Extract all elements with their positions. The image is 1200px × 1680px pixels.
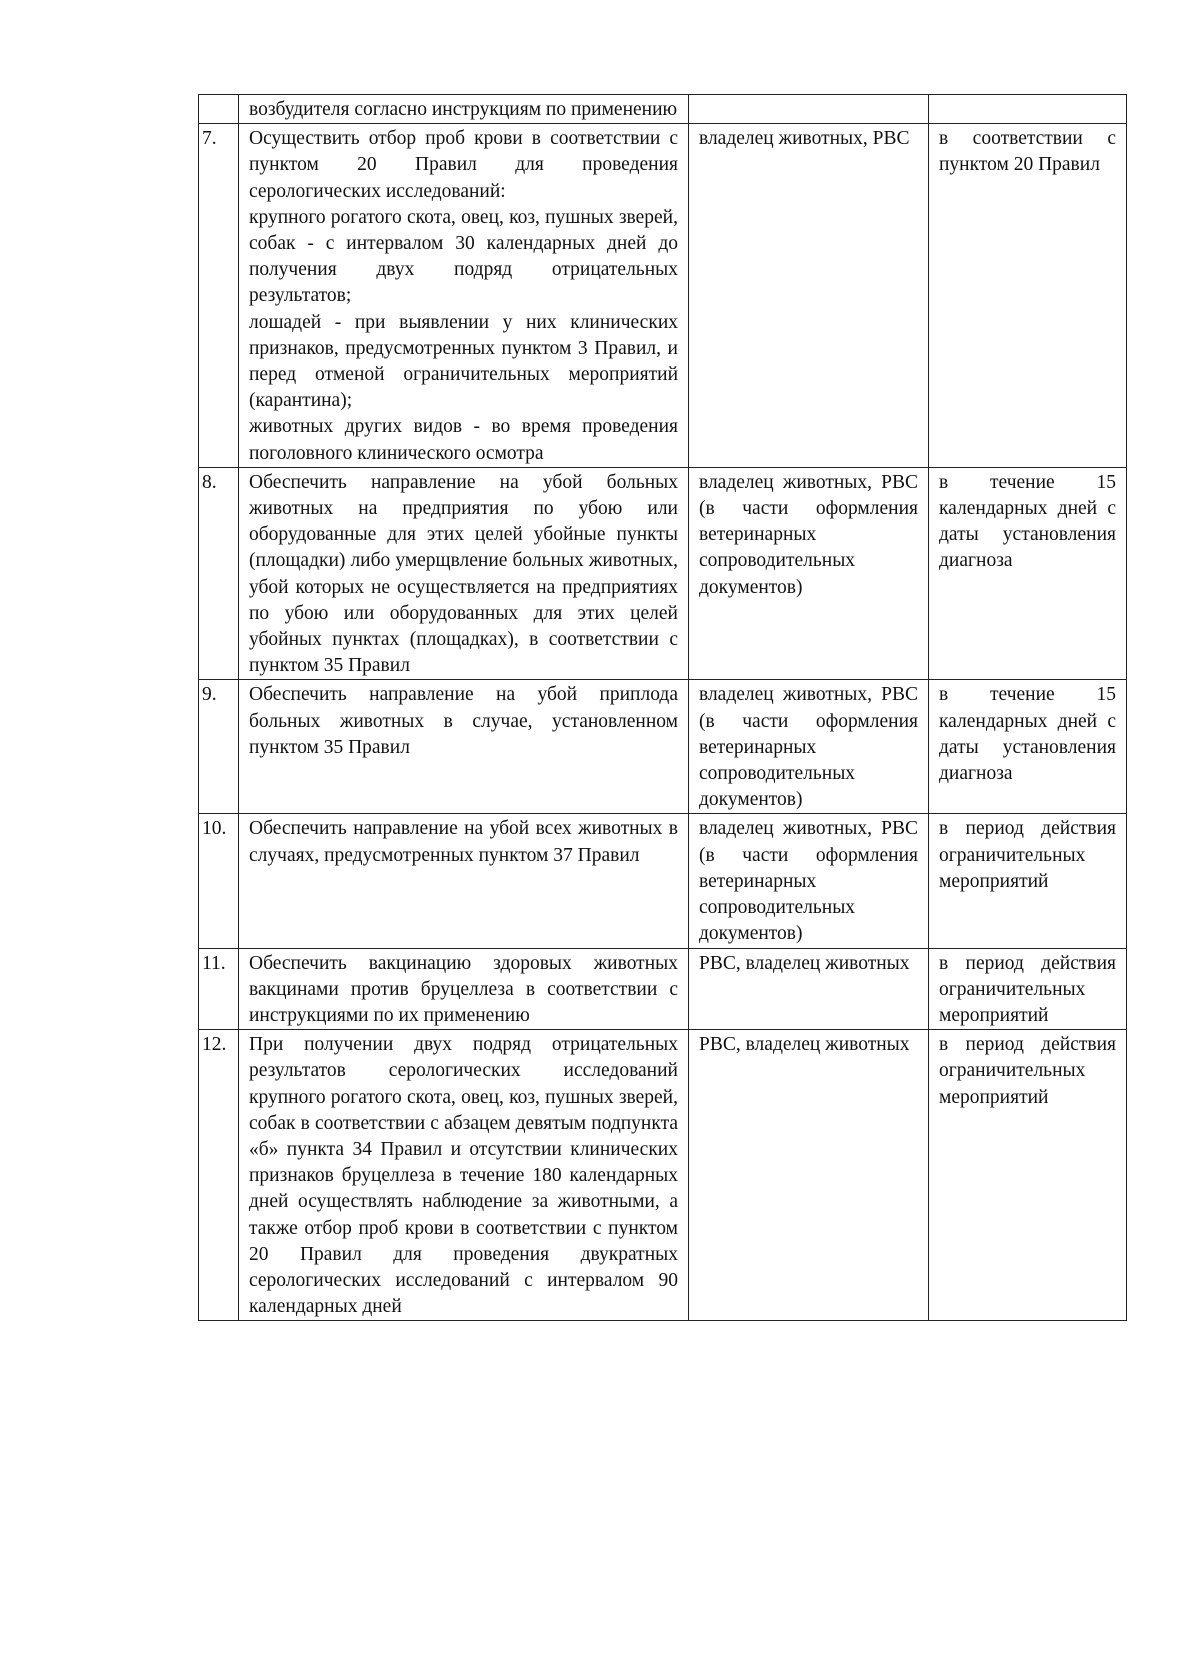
row-number: 8. bbox=[199, 467, 239, 680]
action-cell bbox=[239, 124, 689, 468]
action-cell bbox=[239, 814, 689, 948]
row-number bbox=[199, 95, 239, 124]
action-paragraph: крупного рогатого скота, овец, коз, пушных зверей, собак - с интервалом 30 календарных дней до получения двух подряд отрицательных результатов; bbox=[249, 206, 678, 307]
action-paragraph: Обеспечить направление на убой больных животных на предприятия по убою или оборудованные для этих целей убойные пункты (площадки) либо умерщвление больных животных, убой которых не осуществляется на предприятиях по убою или оборудованных для этих целей убойных пунктах (площадках), в соответствии с пунктом 35 Правил bbox=[249, 471, 678, 677]
responsible-cell: владелец животных, РВС bbox=[689, 124, 929, 468]
table-row bbox=[199, 467, 1127, 680]
row-number: 10. bbox=[199, 814, 239, 948]
action-paragraph: Обеспечить направление на убой всех животных в случаях, предусмотренных пунктом 37 Правил bbox=[249, 818, 678, 866]
row-number: 12. bbox=[199, 1030, 239, 1321]
measures-table bbox=[198, 94, 1127, 1321]
table-row bbox=[199, 948, 1127, 1030]
term-cell: в период действия ограничительных мероприятий bbox=[929, 948, 1127, 1030]
table-row bbox=[199, 680, 1127, 814]
action-cell bbox=[239, 1030, 689, 1321]
responsible-cell: владелец животных, РВС (в части оформления ветеринарных сопроводительных документов) bbox=[689, 467, 929, 680]
table-row bbox=[199, 814, 1127, 948]
table-row bbox=[199, 124, 1127, 468]
action-paragraph: возбудителя согласно инструкциям по применению bbox=[249, 99, 678, 120]
action-cell bbox=[239, 95, 689, 124]
action-cell bbox=[239, 467, 689, 680]
action-paragraph: Обеспечить вакцинацию здоровых животных вакцинами против бруцеллеза в соответствии с инструкциями по их применению bbox=[249, 952, 678, 1026]
term-cell: в период действия ограничительных мероприятий bbox=[929, 1030, 1127, 1321]
action-cell bbox=[239, 948, 689, 1030]
responsible-cell: РВС, владелец животных bbox=[689, 1030, 929, 1321]
term-cell bbox=[929, 95, 1127, 124]
responsible-cell: владелец животных, РВС (в части оформления ветеринарных сопроводительных документов) bbox=[689, 680, 929, 814]
responsible-cell bbox=[689, 95, 929, 124]
measures-table-body bbox=[199, 95, 1127, 1321]
responsible-cell: РВС, владелец животных bbox=[689, 948, 929, 1030]
row-number: 11. bbox=[199, 948, 239, 1030]
action-paragraph: животных других видов - во время проведения поголовного клинического осмотра bbox=[249, 416, 678, 464]
action-paragraph: При получении двух подряд отрицательных результатов серологических исследований крупного рогатого скота, овец, коз, пушных зверей, собак в соответствии с абзацем девятым подпункта «б» пункта 34 Правил и отсутствии клинических признаков бруцеллеза в течение 180 календарных дней осуществлять наблюдение за животными, а также отбор проб крови в соответствии с пунктом 20 Правил для проведения двукратных серологических исследований с интервалом 90 календарных дней bbox=[249, 1034, 678, 1318]
action-paragraph: Осуществить отбор проб крови в соответствии с пунктом 20 Правил для проведения серологических исследований: bbox=[249, 128, 678, 202]
term-cell: в период действия ограничительных мероприятий bbox=[929, 814, 1127, 948]
action-paragraph: Обеспечить направление на убой приплода больных животных в случае, установленном пунктом 35 Правил bbox=[249, 684, 678, 758]
action-paragraph: лошадей - при выявлении у них клинических признаков, предусмотренных пунктом 3 Правил, и перед отменой ограничительных мероприятий (карантина); bbox=[249, 311, 678, 412]
row-number: 9. bbox=[199, 680, 239, 814]
responsible-cell: владелец животных, РВС (в части оформления ветеринарных сопроводительных документов) bbox=[689, 814, 929, 948]
term-cell: в соответствии с пунктом 20 Правил bbox=[929, 124, 1127, 468]
term-cell: в течение 15 календарных дней с даты установления диагноза bbox=[929, 467, 1127, 680]
table-row bbox=[199, 1030, 1127, 1321]
action-cell bbox=[239, 680, 689, 814]
row-number: 7. bbox=[199, 124, 239, 468]
term-cell: в течение 15 календарных дней с даты установления диагноза bbox=[929, 680, 1127, 814]
table-row bbox=[199, 95, 1127, 124]
